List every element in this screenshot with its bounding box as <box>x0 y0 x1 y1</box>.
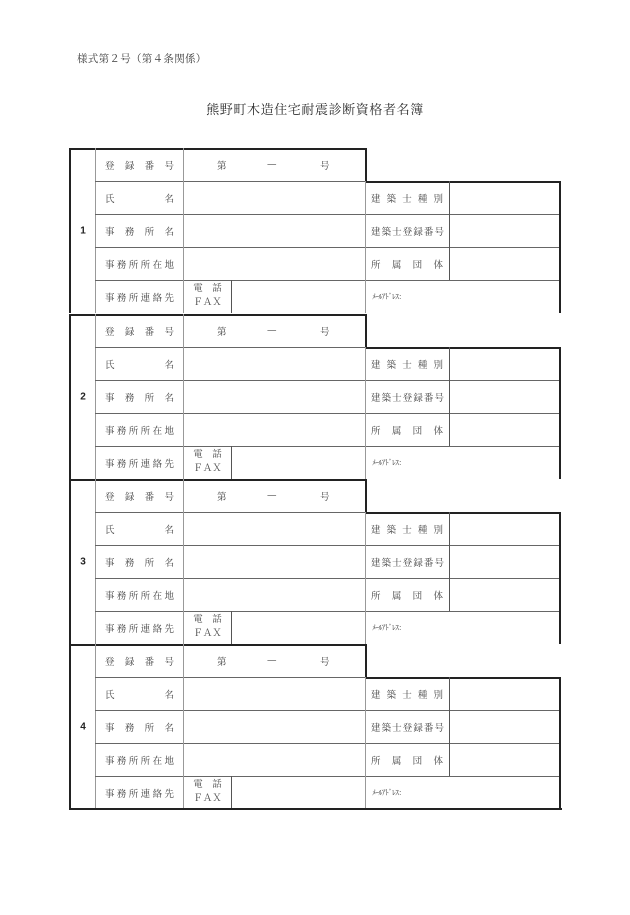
email-label: ﾒｰﾙｱﾄﾞﾚｽ： <box>372 788 406 797</box>
phone-label: 電 話 <box>193 283 222 294</box>
fax-label: ＦＡＸ <box>193 297 222 308</box>
divider <box>365 280 366 313</box>
reg-dash-text: — <box>267 159 277 170</box>
label-char: 名 <box>164 193 174 205</box>
label-char: 名 <box>164 689 174 701</box>
right-border <box>559 512 561 644</box>
reg-dai-text: 第 <box>217 656 227 668</box>
office-name-field[interactable] <box>184 545 365 578</box>
label-char: 所 <box>128 425 139 437</box>
entry-number: 1 <box>80 225 86 236</box>
registry-entry <box>69 644 561 809</box>
label-char: 事 <box>105 226 115 238</box>
fax-label: ＦＡＸ <box>193 463 222 474</box>
label-char: 別 <box>433 689 443 701</box>
label-char: 士 <box>392 722 402 734</box>
label-char: 建 <box>371 689 381 701</box>
architect-class-field[interactable] <box>450 512 560 545</box>
label-char: 所 <box>128 590 139 602</box>
label-char: 号 <box>164 326 174 338</box>
label-office-contact <box>95 611 183 644</box>
label-char: 所 <box>128 623 139 635</box>
label-char: 先 <box>164 623 174 635</box>
label-char: 築 <box>386 193 397 205</box>
label-char: 登 <box>105 656 115 668</box>
label-char: 事 <box>105 458 115 470</box>
label-architect-class <box>365 347 449 380</box>
architect-reg-no-field[interactable] <box>450 214 560 247</box>
label-char: 務 <box>124 557 135 569</box>
label-char: 連 <box>140 623 151 635</box>
label-char: 氏 <box>105 524 115 536</box>
label-char: 登 <box>402 722 413 734</box>
label-char: 絡 <box>152 623 163 635</box>
label-char: 在 <box>152 425 163 437</box>
label-char: 築 <box>386 359 397 371</box>
phone-label: 電 話 <box>193 449 222 460</box>
label-char: 所 <box>144 557 155 569</box>
label-office-name <box>95 545 183 578</box>
reg-no-field[interactable] <box>183 148 365 181</box>
email-field[interactable] <box>372 280 552 313</box>
label-char: 先 <box>164 788 174 800</box>
label-char: 事 <box>105 788 115 800</box>
label-char: 属 <box>391 590 402 602</box>
office-name-field[interactable] <box>184 710 365 743</box>
office-name-field[interactable] <box>184 380 365 413</box>
label-char: 名 <box>164 226 174 238</box>
label-char: 録 <box>413 392 423 404</box>
label-char: 士 <box>392 226 402 238</box>
label-char: 体 <box>433 259 443 271</box>
label-char: 別 <box>433 193 443 205</box>
label-char: 事 <box>105 392 115 404</box>
label-char: 属 <box>391 425 402 437</box>
label-char: 連 <box>140 292 151 304</box>
label-char: 号 <box>434 226 444 238</box>
label-char: 務 <box>116 292 127 304</box>
label-char: 建 <box>371 193 381 205</box>
entry-number-cell <box>69 148 95 313</box>
label-char: 号 <box>434 392 444 404</box>
entry-number-cell <box>69 314 95 479</box>
label-char: 氏 <box>105 193 115 205</box>
label-char: 務 <box>116 755 127 767</box>
label-char: 番 <box>423 722 434 734</box>
phone-fax-field[interactable] <box>232 280 365 313</box>
label-char: 所 <box>371 590 381 602</box>
registry-entry <box>69 148 561 313</box>
label-char: 事 <box>105 590 115 602</box>
label-char: 団 <box>412 259 423 271</box>
label-char: 士 <box>402 193 412 205</box>
label-char: 士 <box>392 392 402 404</box>
reg-go-text: 号 <box>320 656 330 668</box>
phone-fax-field[interactable] <box>232 776 365 809</box>
reg-dai-text: 第 <box>217 160 227 172</box>
label-office-contact <box>95 776 183 809</box>
label-char: 築 <box>381 392 392 404</box>
label-char: 建 <box>371 524 381 536</box>
office-address-field[interactable] <box>184 413 365 446</box>
phone-fax-field[interactable] <box>232 611 365 644</box>
label-char: 建 <box>371 226 381 238</box>
label-char: 録 <box>124 326 135 338</box>
label-char: 所 <box>128 259 139 271</box>
label-char: 種 <box>417 359 428 371</box>
label-char: 連 <box>140 788 151 800</box>
label-char: 務 <box>116 458 127 470</box>
label-char: 録 <box>124 160 135 172</box>
label-char: 所 <box>371 259 381 271</box>
label-char: 建 <box>371 557 381 569</box>
phone-fax-labels <box>184 778 231 806</box>
label-char: 事 <box>105 557 115 569</box>
label-char: 所 <box>140 755 151 767</box>
label-char: 登 <box>105 160 115 172</box>
label-office-address <box>95 743 183 776</box>
label-affiliation <box>365 247 449 280</box>
label-char: 地 <box>164 259 174 271</box>
label-char: 務 <box>124 722 135 734</box>
label-affiliation <box>365 413 449 446</box>
label-char: 地 <box>164 755 174 767</box>
label-char: 所 <box>128 755 139 767</box>
label-char: 絡 <box>152 788 163 800</box>
label-char: 番 <box>144 656 155 668</box>
label-char: 氏 <box>105 689 115 701</box>
label-char: 事 <box>105 292 115 304</box>
label-char: 録 <box>124 491 135 503</box>
divider <box>365 446 366 479</box>
phone-fax-field[interactable] <box>232 446 365 479</box>
reg-dai-text: 第 <box>217 491 227 503</box>
label-office-address <box>95 247 183 280</box>
architect-class-field[interactable] <box>450 181 560 214</box>
label-affiliation <box>365 578 449 611</box>
entry-number: 2 <box>80 391 86 402</box>
reg-no-field[interactable] <box>183 314 365 347</box>
label-char: 士 <box>402 524 412 536</box>
label-name <box>95 181 183 214</box>
reg-dash-text: — <box>267 655 277 666</box>
label-char: 番 <box>423 557 434 569</box>
name-field[interactable] <box>184 677 365 710</box>
label-char: 連 <box>140 458 151 470</box>
reg-dai-text: 第 <box>217 326 227 338</box>
label-char: 所 <box>128 458 139 470</box>
label-char: 種 <box>417 193 428 205</box>
label-char: 号 <box>164 160 174 172</box>
affiliation-field[interactable] <box>450 743 560 776</box>
label-char: 名 <box>164 392 174 404</box>
reg-go-text: 号 <box>320 326 330 338</box>
email-label: ﾒｰﾙｱﾄﾞﾚｽ： <box>372 623 406 632</box>
label-char: 号 <box>434 557 444 569</box>
label-char: 所 <box>140 425 151 437</box>
label-office-name <box>95 380 183 413</box>
reg-go-text: 号 <box>320 160 330 172</box>
registry-entry <box>69 479 561 644</box>
label-char: 属 <box>391 755 402 767</box>
email-field[interactable] <box>372 446 552 479</box>
label-char: 種 <box>417 689 428 701</box>
label-char: 番 <box>423 226 434 238</box>
label-char: 番 <box>423 392 434 404</box>
phone-fax-labels <box>184 448 231 476</box>
label-char: 事 <box>105 623 115 635</box>
label-char: 名 <box>164 524 174 536</box>
label-architect-reg-no <box>365 545 449 578</box>
divider <box>365 644 367 679</box>
reg-dash-text: — <box>267 325 277 336</box>
label-reg-no <box>95 314 183 347</box>
architect-reg-no-field[interactable] <box>450 545 560 578</box>
label-char: 在 <box>152 259 163 271</box>
label-reg-no <box>95 644 183 677</box>
label-char: 所 <box>371 755 381 767</box>
email-label: ﾒｰﾙｱﾄﾞﾚｽ： <box>372 458 406 467</box>
label-char: 地 <box>164 425 174 437</box>
label-char: 登 <box>105 326 115 338</box>
label-architect-class <box>365 512 449 545</box>
label-char: 番 <box>144 326 155 338</box>
architect-reg-no-field[interactable] <box>450 710 560 743</box>
label-office-address <box>95 578 183 611</box>
label-char: 地 <box>164 590 174 602</box>
divider <box>365 479 367 514</box>
label-char: 務 <box>124 226 135 238</box>
label-char: 建 <box>371 359 381 371</box>
label-architect-reg-no <box>365 380 449 413</box>
label-char: 先 <box>164 458 174 470</box>
label-char: 所 <box>128 788 139 800</box>
entry-number-cell <box>69 644 95 809</box>
divider <box>365 314 367 349</box>
label-char: 名 <box>164 557 174 569</box>
label-char: 属 <box>391 259 402 271</box>
label-char: 士 <box>402 689 412 701</box>
phone-fax-labels <box>184 282 231 310</box>
label-char: 務 <box>116 259 127 271</box>
label-char: 築 <box>381 722 392 734</box>
label-char: 録 <box>413 226 423 238</box>
label-char: 在 <box>152 590 163 602</box>
label-char: 務 <box>116 623 127 635</box>
label-reg-no <box>95 148 183 181</box>
architect-reg-no-field[interactable] <box>450 380 560 413</box>
label-char: 登 <box>402 557 413 569</box>
label-char: 録 <box>413 722 423 734</box>
label-char: 務 <box>116 788 127 800</box>
label-char: 築 <box>386 689 397 701</box>
label-office-name <box>95 214 183 247</box>
label-char: 築 <box>386 524 397 536</box>
label-char: 築 <box>381 226 392 238</box>
architect-class-field[interactable] <box>450 677 560 710</box>
entry-number: 4 <box>80 721 86 732</box>
label-office-address <box>95 413 183 446</box>
label-char: 体 <box>433 590 443 602</box>
label-char: 絡 <box>152 458 163 470</box>
label-char: 別 <box>433 359 443 371</box>
label-reg-no <box>95 479 183 512</box>
label-char: 団 <box>412 425 423 437</box>
affiliation-field[interactable] <box>450 413 560 446</box>
affiliation-field[interactable] <box>450 247 560 280</box>
label-char: 所 <box>128 292 139 304</box>
label-char: 種 <box>417 524 428 536</box>
label-char: 団 <box>412 755 423 767</box>
label-char: 録 <box>413 557 423 569</box>
affiliation-field[interactable] <box>450 578 560 611</box>
label-char: 号 <box>164 491 174 503</box>
label-char: 番 <box>144 491 155 503</box>
label-char: 所 <box>140 590 151 602</box>
fax-label: ＦＡＸ <box>193 628 222 639</box>
label-char: 務 <box>116 590 127 602</box>
label-char: 名 <box>164 359 174 371</box>
office-name-field[interactable] <box>184 214 365 247</box>
label-name <box>95 677 183 710</box>
registry-entry <box>69 314 561 479</box>
label-affiliation <box>365 743 449 776</box>
label-architect-reg-no <box>365 710 449 743</box>
label-office-contact <box>95 446 183 479</box>
label-office-contact <box>95 280 183 313</box>
office-address-field[interactable] <box>184 247 365 280</box>
label-char: 士 <box>402 359 412 371</box>
label-char: 士 <box>392 557 402 569</box>
label-char: 別 <box>433 524 443 536</box>
label-char: 体 <box>433 425 443 437</box>
architect-class-field[interactable] <box>450 347 560 380</box>
label-architect-class <box>365 181 449 214</box>
label-architect-reg-no <box>365 214 449 247</box>
label-char: 号 <box>164 656 174 668</box>
label-char: 絡 <box>152 292 163 304</box>
reg-dash-text: — <box>267 490 277 501</box>
label-char: 所 <box>140 259 151 271</box>
label-char: 所 <box>371 425 381 437</box>
label-char: 録 <box>124 656 135 668</box>
right-border <box>559 347 561 479</box>
document-title: 熊野町木造住宅耐震診断資格者名簿 <box>206 103 424 118</box>
label-char: 築 <box>381 557 392 569</box>
reg-no-field[interactable] <box>183 479 365 512</box>
reg-go-text: 号 <box>320 491 330 503</box>
label-char: 番 <box>144 160 155 172</box>
label-char: 号 <box>434 722 444 734</box>
name-field[interactable] <box>184 347 365 380</box>
divider <box>365 148 367 183</box>
name-field[interactable] <box>184 512 365 545</box>
label-char: 体 <box>433 755 443 767</box>
label-name <box>95 347 183 380</box>
label-char: 所 <box>144 722 155 734</box>
phone-label: 電 話 <box>193 614 222 625</box>
fax-label: ＦＡＸ <box>193 793 222 804</box>
label-char: 所 <box>144 392 155 404</box>
office-address-field[interactable] <box>184 743 365 776</box>
label-char: 先 <box>164 292 174 304</box>
label-char: 登 <box>402 392 413 404</box>
label-char: 建 <box>371 392 381 404</box>
table-bottom-border <box>69 808 562 810</box>
label-char: 名 <box>164 722 174 734</box>
label-char: 在 <box>152 755 163 767</box>
email-field[interactable] <box>372 611 552 644</box>
label-office-name <box>95 710 183 743</box>
office-address-field[interactable] <box>184 578 365 611</box>
entry-number: 3 <box>80 556 86 567</box>
label-char: 団 <box>412 590 423 602</box>
label-char: 事 <box>105 722 115 734</box>
label-char: 所 <box>144 226 155 238</box>
right-border <box>559 677 561 809</box>
name-field[interactable] <box>184 181 365 214</box>
label-char: 事 <box>105 755 115 767</box>
divider <box>365 611 366 644</box>
label-char: 建 <box>371 722 381 734</box>
label-char: 登 <box>402 226 413 238</box>
email-field[interactable] <box>372 776 552 809</box>
label-char: 事 <box>105 259 115 271</box>
label-char: 登 <box>105 491 115 503</box>
label-architect-class <box>365 677 449 710</box>
label-char: 務 <box>116 425 127 437</box>
label-name <box>95 512 183 545</box>
phone-fax-labels <box>184 613 231 641</box>
divider <box>365 776 366 809</box>
label-char: 氏 <box>105 359 115 371</box>
reg-no-field[interactable] <box>183 644 365 677</box>
entry-number-cell <box>69 479 95 644</box>
label-char: 務 <box>124 392 135 404</box>
right-border <box>559 181 561 313</box>
phone-label: 電 話 <box>193 779 222 790</box>
email-label: ﾒｰﾙｱﾄﾞﾚｽ： <box>372 292 406 301</box>
form-reference: 様式第２号（第４条関係） <box>77 53 207 65</box>
label-char: 事 <box>105 425 115 437</box>
